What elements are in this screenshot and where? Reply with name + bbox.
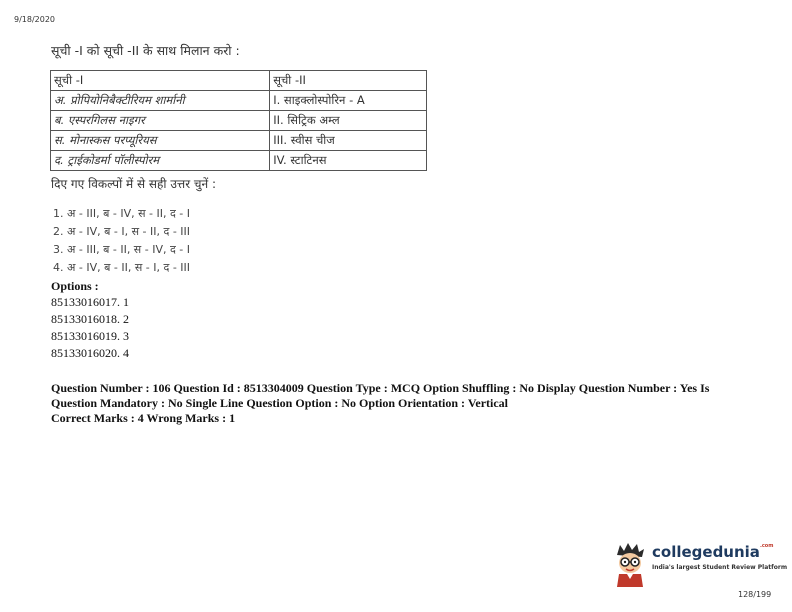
options-heading: Options : — [51, 279, 99, 293]
list-2-item: II. सिट्रिक अम्ल — [270, 111, 427, 131]
list-2-item: I. साइक्लोस्पोरिन - A — [270, 91, 427, 111]
print-date: 9/18/2020 — [14, 15, 56, 24]
option-id-item: 85133016020. 4 — [51, 346, 129, 360]
collegedunia-logo — [612, 541, 788, 591]
question-meta — [51, 381, 751, 426]
header-list-2: सूची -II — [270, 71, 427, 91]
list-1-item: स. मोनास्कस परप्यूरियस — [51, 131, 270, 151]
question-text: सूची -I को सूची -II के साथ मिलान करो : — [51, 43, 240, 58]
list-2-item: III. स्वीस चीज — [270, 131, 427, 151]
choice-item: 3. अ - III, ब - II, स - IV, द - I — [53, 243, 191, 256]
option-id-item: 85133016018. 2 — [51, 312, 129, 326]
mascot-icon — [612, 541, 648, 587]
choice-item: 4. अ - IV, ब - II, स - I, द - III — [53, 261, 191, 274]
table-row — [51, 151, 427, 171]
logo-tagline: India's largest Student Review Platform — [652, 564, 788, 571]
meta-line: Question Number : 106 Question Id : 8513304009 Question Type : MCQ Option Shuffling : No Display Question Number : Yes Is — [51, 381, 710, 395]
choice-item: 1. अ - III, ब - IV, स - II, द - I — [53, 207, 191, 220]
choice-list — [53, 205, 190, 277]
choice-item: 2. अ - IV, ब - I, स - II, द - III — [53, 225, 191, 238]
answer-prompt: दिए गए विकल्पों में से सही उत्तर चुनें : — [51, 177, 217, 191]
list-1-item: अ. प्रोपियोनिबैक्टीरियम शार्मानी — [51, 91, 270, 111]
table-row — [51, 111, 427, 131]
page-number: 128/199 — [738, 590, 772, 599]
list-2-item: IV. स्टाटिनस — [270, 151, 427, 171]
logo-tld: .com — [759, 543, 774, 549]
option-id-list — [51, 294, 129, 362]
logo-wordmark: collegedunia$^{.com}$ — [652, 543, 774, 561]
meta-line: Correct Marks : 4 Wrong Marks : 1 — [51, 411, 236, 425]
meta-line: Question Mandatory : No Single Line Question Option : No Option Orientation : Vertical — [51, 396, 509, 410]
option-id-item: 85133016019. 3 — [51, 329, 129, 343]
table-header-row — [51, 71, 427, 91]
list-1-item: ब. एस्परगिलस नाइगर — [51, 111, 270, 131]
table-row — [51, 91, 427, 111]
table-row — [51, 131, 427, 151]
option-id-item: 85133016017. 1 — [51, 295, 129, 309]
header-list-1: सूची -I — [51, 71, 270, 91]
list-1-item: द. ट्राईकोडर्मा पॉलीस्पोरम — [51, 151, 270, 171]
match-table — [50, 70, 427, 171]
